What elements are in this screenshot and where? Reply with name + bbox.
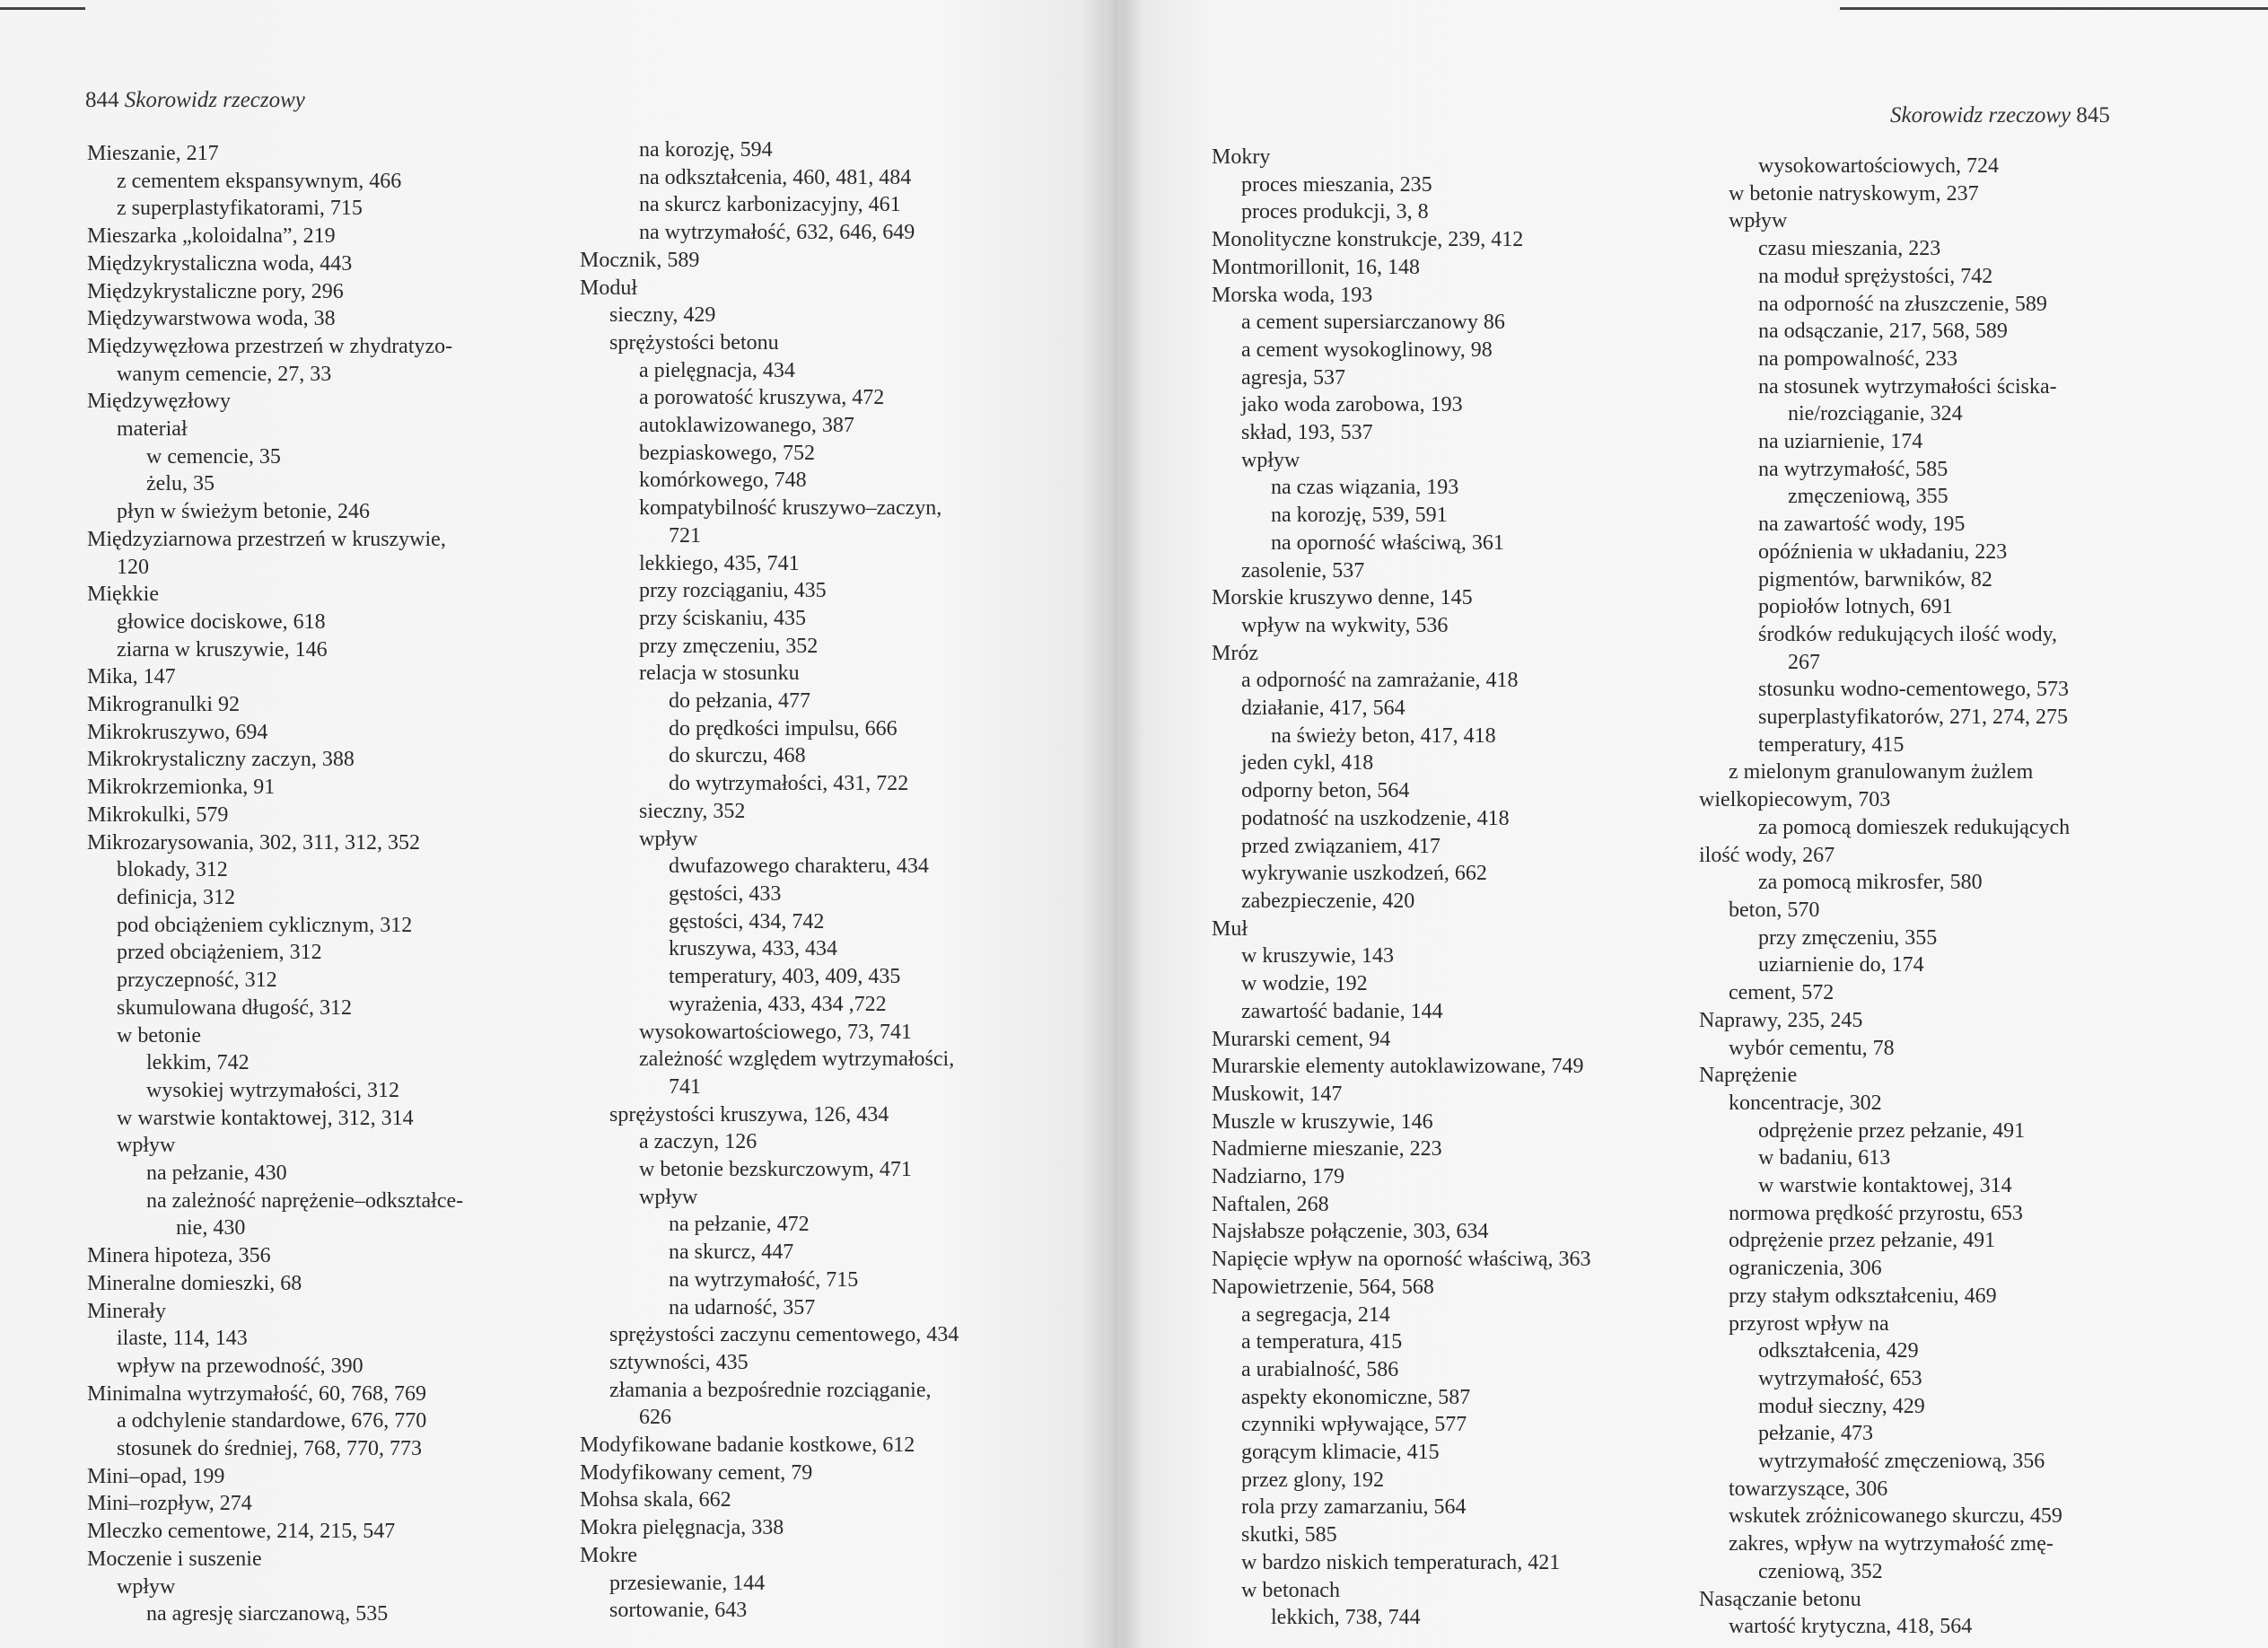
index-entry: sprężystości betonu	[609, 330, 779, 355]
index-entry: Mini–opad, 199	[87, 1464, 225, 1488]
index-entry: rola przy zamarzaniu, 564	[1241, 1495, 1467, 1520]
index-entry: czeniową, 352	[1758, 1559, 1883, 1583]
index-entry: definicja, 312	[117, 885, 235, 909]
index-entry: na wytrzymałość, 585	[1758, 457, 1948, 481]
index-entry: wpływ	[117, 1134, 176, 1158]
index-entry: Mleczko cementowe, 214, 215, 547	[87, 1520, 396, 1544]
index-entry: gorącym klimacie, 415	[1241, 1441, 1440, 1465]
index-entry: autoklawizowanego, 387	[639, 414, 854, 438]
index-entry: pod obciążeniem cyklicznym, 312	[117, 913, 413, 937]
index-entry: a urabialność, 586	[1241, 1357, 1399, 1381]
index-entry: ograniczenia, 306	[1729, 1257, 1882, 1281]
index-entry: cement, 572	[1729, 981, 1835, 1005]
index-entry: do skurczu, 468	[669, 744, 806, 768]
index-entry: wysokiej wytrzymałości, 312	[146, 1078, 399, 1102]
left-column-1	[87, 140, 590, 1628]
index-entry: a porowatość kruszywa, 472	[639, 386, 885, 410]
left-page-title: Skorowidz rzeczowy	[124, 88, 305, 112]
index-entry: 120	[117, 555, 149, 579]
index-entry: na odkształcenia, 460, 481, 484	[639, 165, 912, 189]
index-entry: moduł sieczny, 429	[1758, 1394, 1925, 1418]
index-entry: stosunek do średniej, 768, 770, 773	[117, 1437, 422, 1461]
index-entry: Mokry	[1212, 145, 1271, 169]
index-entry: wytrzymałość, 653	[1758, 1366, 1922, 1390]
index-entry: jako woda zarobowa, 193	[1241, 393, 1463, 417]
index-entry: działanie, 417, 564	[1241, 697, 1405, 721]
index-entry: na wytrzymałość, 632, 646, 649	[639, 221, 915, 245]
index-entry: lekkich, 738, 744	[1271, 1606, 1421, 1630]
index-entry: do prędkości impulsu, 666	[669, 716, 898, 741]
index-entry: agresja, 537	[1241, 365, 1345, 390]
index-entry: do wytrzymałości, 431, 722	[669, 772, 909, 796]
index-entry: w warstwie kontaktowej, 312, 314	[117, 1106, 414, 1130]
index-entry: a cement wysokoglinowy, 98	[1241, 337, 1493, 362]
index-entry: temperatury, 403, 409, 435	[669, 965, 901, 989]
index-entry: na moduł sprężystości, 742	[1758, 264, 1993, 288]
index-entry: Nasączanie betonu	[1699, 1587, 1861, 1611]
index-entry: żelu, 35	[146, 472, 215, 496]
index-entry: Mikrokulki, 579	[87, 802, 229, 827]
index-entry: przez glony, 192	[1241, 1468, 1385, 1492]
index-entry: uziarnienie do, 174	[1758, 953, 1924, 977]
index-entry: Muszle w kruszywie, 146	[1212, 1109, 1433, 1134]
index-entry: gęstości, 433	[669, 881, 782, 906]
index-entry: na korozję, 594	[639, 138, 773, 162]
index-entry: popiołów lotnych, 691	[1758, 595, 1953, 619]
index-entry: Mocznik, 589	[580, 248, 700, 272]
index-entry: wysokowartościowych, 724	[1758, 154, 1999, 178]
index-entry: Montmorillonit, 16, 148	[1212, 255, 1421, 279]
index-entry: Murarskie elementy autoklawizowane, 749	[1212, 1055, 1584, 1079]
index-entry: wskutek zróżnicowanego skurczu, 459	[1729, 1504, 2062, 1529]
index-entry: na świeży beton, 417, 418	[1271, 723, 1496, 748]
index-entry: towarzyszące, 306	[1729, 1477, 1888, 1501]
index-entry: z mielonym granulowanym żużlem	[1729, 760, 2034, 785]
index-entry: beton, 570	[1729, 898, 1820, 922]
index-entry: odkształcenia, 429	[1758, 1339, 1919, 1363]
index-entry: czynniki wpływające, 577	[1241, 1413, 1467, 1437]
index-entry: na pełzanie, 472	[669, 1213, 810, 1237]
index-entry: w wodzie, 192	[1241, 972, 1368, 996]
index-entry: 741	[669, 1074, 701, 1099]
index-entry: Naftalen, 268	[1212, 1192, 1329, 1216]
index-entry: wykrywanie uszkodzeń, 662	[1241, 862, 1487, 886]
index-entry: odporny beton, 564	[1241, 779, 1410, 803]
index-entry: na odsączanie, 217, 568, 589	[1758, 320, 2008, 344]
index-entry: za pomocą domieszek redukujących	[1758, 815, 2071, 839]
index-entry: wyrażenia, 433, 434 ,722	[669, 992, 887, 1016]
index-entry: wpływ	[639, 1185, 698, 1209]
index-entry: Mineralne domieszki, 68	[87, 1271, 302, 1295]
index-entry: na zawartość wody, 195	[1758, 513, 1966, 537]
index-entry: w betonie natryskowym, 237	[1729, 181, 1979, 206]
index-entry: na odporność na złuszczenie, 589	[1758, 292, 2047, 316]
index-entry: czasu mieszania, 223	[1758, 237, 1941, 261]
index-entry: a zaczyn, 126	[639, 1130, 757, 1154]
index-entry: zależność względem wytrzymałości,	[639, 1048, 955, 1072]
index-entry: Minimalna wytrzymałość, 60, 768, 769	[87, 1381, 426, 1406]
index-entry: wpływ	[1729, 209, 1788, 233]
index-entry: Mokra pielęgnacja, 338	[580, 1516, 784, 1540]
index-entry: Międzyziarnowa przestrzeń w kruszywie,	[87, 527, 446, 551]
index-entry: podatność na uszkodzenie, 418	[1241, 806, 1510, 830]
index-entry: wybór cementu, 78	[1729, 1036, 1895, 1060]
index-entry: przy zmęczeniu, 355	[1758, 925, 1938, 950]
index-entry: Najsłabsze połączenie, 303, 634	[1212, 1220, 1489, 1244]
index-entry: Mieszarka „koloidalna”, 219	[87, 224, 336, 249]
index-entry: lekkiego, 435, 741	[639, 551, 800, 575]
index-entry: Mohsa skala, 662	[580, 1488, 731, 1512]
index-entry: w warstwie kontaktowej, 314	[1758, 1174, 2012, 1198]
index-entry: z cementem ekspansywnym, 466	[117, 169, 402, 193]
index-entry: jeden cykl, 418	[1241, 751, 1374, 776]
index-entry: odprężenie przez pełzanie, 491	[1729, 1229, 1996, 1253]
index-entry: głowice dociskowe, 618	[117, 609, 326, 634]
index-entry: zabezpieczenie, 420	[1241, 889, 1415, 913]
right-page-title: Skorowidz rzeczowy	[1890, 103, 2071, 127]
index-entry: na pompowalność, 233	[1758, 346, 1957, 371]
index-entry: skumulowana długość, 312	[117, 995, 352, 1020]
index-entry: lekkim, 742	[146, 1051, 250, 1075]
index-entry: Muł	[1212, 916, 1248, 941]
index-entry: na skurcz karbonizacyjny, 461	[639, 193, 901, 217]
index-entry: przed obciążeniem, 312	[117, 941, 322, 965]
index-entry: w kruszywie, 143	[1241, 944, 1394, 969]
index-entry: Modyfikowany cement, 79	[580, 1460, 813, 1485]
index-entry: w betonie bezskurczowym, 471	[639, 1158, 912, 1182]
index-entry: na pełzanie, 430	[146, 1161, 287, 1186]
index-entry: do pełzania, 477	[669, 689, 810, 714]
index-entry: z superplastyfikatorami, 715	[117, 197, 363, 221]
index-entry: na agresję siarczanową, 535	[146, 1602, 389, 1626]
index-entry: Naprężenie	[1699, 1064, 1798, 1088]
left-column-2	[580, 136, 1082, 1625]
index-entry: 267	[1788, 650, 1820, 674]
index-entry: Mikrogranulki 92	[87, 693, 240, 717]
index-entry: pełzanie, 473	[1758, 1422, 1873, 1446]
index-entry: na stosunek wytrzymałości ściska-	[1758, 374, 2057, 399]
index-entry: gęstości, 434, 742	[669, 909, 825, 934]
index-entry: Mikrokruszywo, 694	[87, 720, 268, 744]
index-entry: Nadmierne mieszanie, 223	[1212, 1137, 1442, 1161]
index-entry: na wytrzymałość, 715	[669, 1267, 859, 1292]
index-entry: relacja w stosunku	[639, 662, 800, 686]
index-entry: koncentracje, 302	[1729, 1091, 1882, 1115]
index-entry: proces mieszania, 235	[1241, 172, 1432, 197]
index-entry: stosunku wodno-cementowego, 573	[1758, 678, 2069, 702]
top-edge-line	[1840, 7, 2268, 10]
index-entry: Minera hipoteza, 356	[87, 1244, 271, 1268]
index-entry: Nadziarno, 179	[1212, 1165, 1344, 1189]
index-entry: w cemencie, 35	[146, 444, 281, 469]
index-entry: zakres, wpływ na wytrzymałość zmę-	[1729, 1532, 2053, 1556]
index-entry: Muskowit, 147	[1212, 1082, 1343, 1106]
index-entry: środków redukujących ilość wody,	[1758, 622, 2058, 646]
index-entry: ilość wody, 267	[1699, 843, 1835, 867]
index-entry: skład, 193, 537	[1241, 421, 1373, 445]
index-entry: Międzywarstwowa woda, 38	[87, 307, 336, 331]
index-entry: przyrost wpływ na	[1729, 1311, 1889, 1336]
index-entry: Modyfikowane badanie kostkowe, 612	[580, 1433, 915, 1458]
index-entry: bezpiaskowego, 752	[639, 441, 815, 465]
index-entry: przesiewanie, 144	[609, 1571, 766, 1595]
index-entry: sprężystości zaczynu cementowego, 434	[609, 1323, 959, 1347]
index-entry: Międzywęzłowa przestrzeń w zhydratyzo-	[87, 334, 453, 358]
index-entry: zasolenie, 537	[1241, 558, 1365, 583]
index-entry: a temperatura, 415	[1241, 1330, 1403, 1354]
index-entry: w badaniu, 613	[1758, 1146, 1891, 1170]
index-entry: Moduł	[580, 276, 638, 300]
right-page-number: 845	[2076, 103, 2110, 127]
left-page-header	[85, 88, 305, 113]
index-entry: komórkowego, 748	[639, 469, 807, 493]
index-entry: a odporność na zamrażanie, 418	[1241, 669, 1519, 693]
index-entry: Naprawy, 235, 245	[1699, 1008, 1863, 1032]
index-entry: nie, 430	[176, 1216, 246, 1240]
index-entry: kompatybilność kruszywo–zaczyn,	[639, 496, 942, 521]
index-entry: Morskie kruszywo denne, 145	[1212, 586, 1473, 610]
index-entry: Mieszanie, 217	[87, 142, 219, 165]
index-entry: Napowietrzenie, 564, 568	[1212, 1275, 1434, 1299]
index-entry: blokady, 312	[117, 858, 228, 882]
index-entry: Międzykrystaliczne pory, 296	[87, 279, 344, 303]
index-entry: na zależność naprężenie–odkształce-	[146, 1188, 464, 1213]
index-entry: Napięcie wpływ na oporność właściwą, 363	[1212, 1248, 1591, 1272]
index-entry: Mokre	[580, 1543, 637, 1567]
index-entry: Mika, 147	[87, 665, 176, 689]
index-entry: Mikrokrystaliczny zaczyn, 388	[87, 748, 355, 772]
index-entry: a odchylenie standardowe, 676, 770	[117, 1409, 427, 1433]
index-entry: aspekty ekonomiczne, 587	[1241, 1385, 1471, 1409]
index-entry: wartość krytyczna, 418, 564	[1729, 1615, 1973, 1639]
index-entry: Mikrozarysowania, 302, 311, 312, 352	[87, 830, 421, 855]
index-entry: Moczenie i suszenie	[87, 1547, 262, 1571]
index-entry: za pomocą mikrosfer, 580	[1758, 871, 1983, 895]
index-entry: wpływ na wykwity, 536	[1241, 613, 1449, 637]
right-column-1	[1212, 144, 1714, 1632]
index-entry: opóźnienia w układaniu, 223	[1758, 539, 2008, 564]
index-entry: przy rozciąganiu, 435	[639, 579, 827, 603]
index-entry: superplastyfikatorów, 271, 274, 275	[1758, 706, 2069, 730]
index-entry: Mikrokrzemionka, 91	[87, 776, 276, 800]
index-entry: przy stałym odkształceniu, 469	[1729, 1284, 1997, 1308]
index-entry: na udarność, 357	[669, 1295, 816, 1319]
index-entry: Mróz	[1212, 641, 1258, 665]
index-entry: wpływ	[117, 1574, 176, 1599]
index-entry: pigmentów, barwników, 82	[1758, 567, 1992, 592]
index-entry: ilaste, 114, 143	[117, 1327, 248, 1351]
index-entry: w betonach	[1241, 1578, 1340, 1602]
index-entry: wpływ na przewodność, 390	[117, 1354, 363, 1378]
index-entry: wanym cemencie, 27, 33	[117, 362, 332, 386]
index-entry: a cement supersiarczanowy 86	[1241, 311, 1505, 335]
index-entry: przyczepność, 312	[117, 969, 277, 993]
index-entry: zmęczeniową, 355	[1788, 485, 1948, 509]
index-entry: przy ściskaniu, 435	[639, 606, 806, 630]
index-entry: na uziarnienie, 174	[1758, 430, 1923, 454]
index-entry: złamania a bezpośrednie rozciąganie,	[609, 1378, 932, 1402]
left-page-number: 844	[85, 88, 119, 112]
left-page	[0, 0, 1104, 1648]
index-entry: 721	[669, 523, 701, 548]
index-entry: Mini–rozpływ, 274	[87, 1492, 252, 1516]
index-entry: wpływ	[1241, 448, 1300, 472]
index-entry: Murarski cement, 94	[1212, 1027, 1391, 1051]
index-entry: w bardzo niskich temperaturach, 421	[1241, 1550, 1561, 1574]
index-entry: na korozję, 539, 591	[1271, 504, 1448, 528]
index-entry: temperatury, 415	[1758, 732, 1905, 757]
index-entry: a segregacja, 214	[1241, 1302, 1390, 1327]
top-edge-line	[0, 7, 85, 10]
index-entry: Miękkie	[87, 583, 159, 607]
index-entry: wielkopiecowym, 703	[1699, 788, 1891, 812]
index-entry: sieczny, 429	[609, 303, 716, 328]
index-entry: zawartość badanie, 144	[1241, 999, 1443, 1023]
index-entry: przy zmęczeniu, 352	[639, 634, 819, 658]
index-entry: nie/rozciąganie, 324	[1788, 402, 1963, 426]
index-entry: skutki, 585	[1241, 1523, 1337, 1547]
index-entry: proces produkcji, 3, 8	[1241, 200, 1429, 224]
index-entry: Międzykrystaliczna woda, 443	[87, 251, 353, 276]
right-column-2	[1699, 153, 2202, 1641]
index-entry: w betonie	[117, 1023, 201, 1048]
index-entry: dwufazowego charakteru, 434	[669, 855, 929, 879]
index-entry: sortowanie, 643	[609, 1599, 748, 1623]
index-entry: ziarna w kruszywie, 146	[117, 637, 328, 662]
index-entry: sprężystości kruszywa, 126, 434	[609, 1102, 889, 1126]
index-entry: wysokowartościowego, 73, 741	[639, 1020, 912, 1044]
index-entry: sztywności, 435	[609, 1350, 749, 1374]
index-entry: Międzywęzłowy	[87, 390, 231, 414]
index-entry: wpływ	[639, 827, 698, 851]
index-entry: Minerały	[87, 1299, 166, 1323]
index-entry: materiał	[117, 417, 188, 442]
index-entry: odprężenie przez pełzanie, 491	[1758, 1118, 2026, 1143]
index-entry: a pielęgnacja, 434	[639, 358, 795, 382]
index-entry: na oporność właściwą, 361	[1271, 530, 1504, 555]
index-entry: płyn w świeżym betonie, 246	[117, 500, 370, 524]
right-page-header	[1890, 103, 2110, 128]
right-page	[1122, 0, 2268, 1648]
index-entry: sieczny, 352	[639, 799, 746, 823]
index-entry: Morska woda, 193	[1212, 283, 1373, 307]
index-entry: 626	[639, 1406, 671, 1430]
index-entry: Monolityczne konstrukcje, 239, 412	[1212, 228, 1524, 252]
index-entry: na skurcz, 447	[669, 1240, 794, 1265]
index-entry: na czas wiązania, 193	[1271, 476, 1459, 500]
index-entry: wytrzymałość zmęczeniową, 356	[1758, 1450, 2045, 1474]
index-entry: normowa prędkość przyrostu, 653	[1729, 1201, 2023, 1225]
index-entry: kruszywa, 433, 434	[669, 937, 837, 961]
book-gutter	[1081, 0, 1144, 1648]
index-entry: przed związaniem, 417	[1241, 834, 1440, 858]
